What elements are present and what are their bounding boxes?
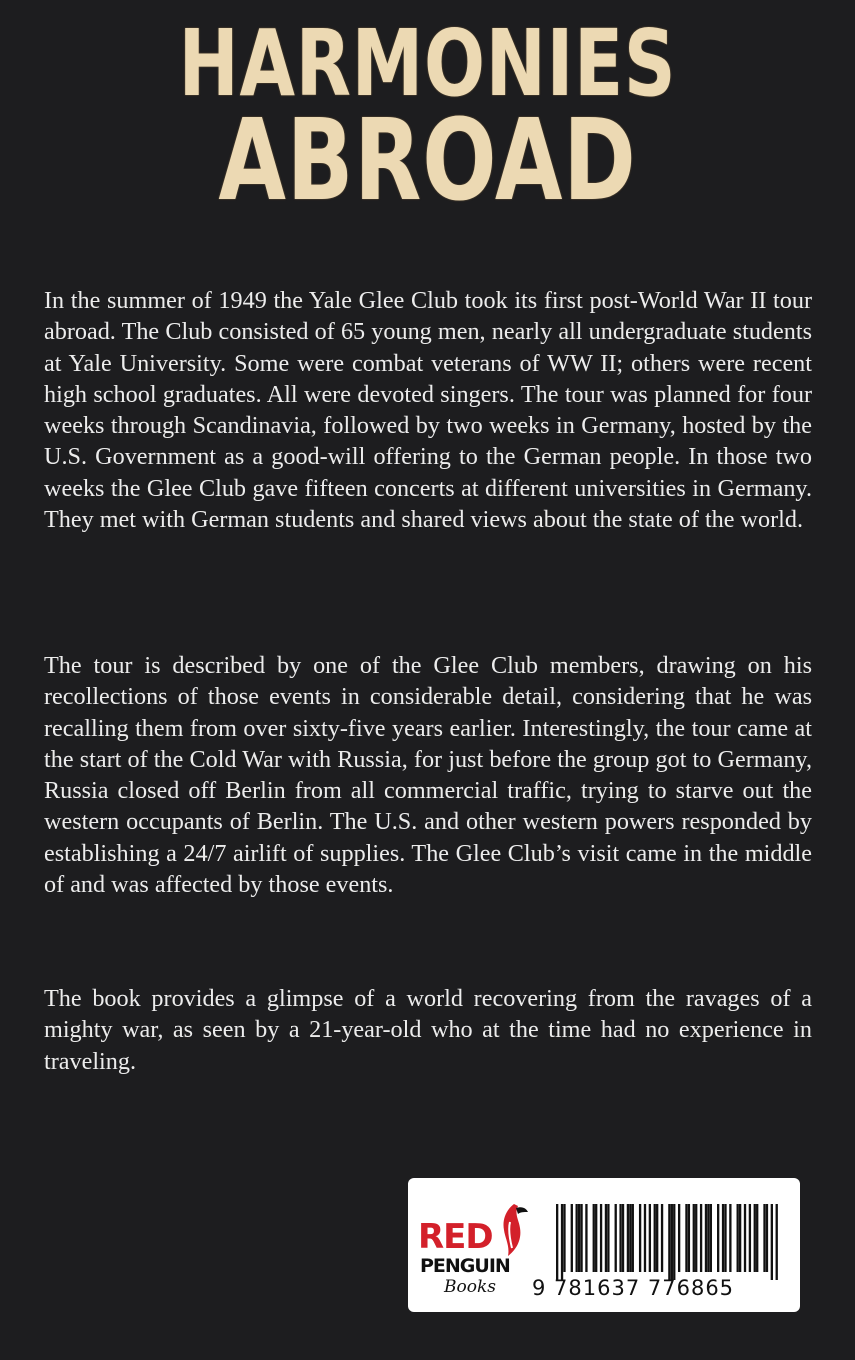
blurb-paragraph-1: In the summer of 1949 the Yale Glee Club took its first post-World War II tour abroad. The Club consisted of 65 young men, nearly all undergraduate students at Yale University. Some were combat veterans of WW II; others were recent high school graduates. All were devoted singers. The tour was planned for four weeks through Scandinavia, followed by two weeks in Germany, hosted by the U.S. Government as a good-will offering to the German people. In those two weeks the Glee Club gave fifteen concerts at different universities in Germany. They met with German students and shared views about the state of the world. bbox=[44, 287, 812, 534]
barcode-bar bbox=[576, 1204, 578, 1272]
barcode-bar bbox=[593, 1204, 595, 1272]
barcode-bar bbox=[749, 1204, 751, 1272]
barcode-bar bbox=[737, 1204, 739, 1272]
barcode-bar bbox=[600, 1204, 602, 1272]
barcode-bar bbox=[771, 1204, 773, 1280]
barcode-bar bbox=[705, 1204, 707, 1272]
barcode-bar bbox=[629, 1204, 631, 1272]
publisher-logo-red: RED bbox=[418, 1217, 493, 1257]
barcode-bar bbox=[688, 1204, 690, 1272]
barcode-bar bbox=[766, 1204, 768, 1272]
barcode-bar bbox=[695, 1204, 697, 1272]
barcode-bar bbox=[556, 1204, 558, 1280]
barcode-bar bbox=[656, 1204, 658, 1272]
barcode-bar bbox=[578, 1204, 580, 1272]
barcode-bar bbox=[644, 1204, 646, 1272]
publisher-logo bbox=[416, 1202, 546, 1302]
barcode-bar bbox=[754, 1204, 756, 1272]
barcode-bar bbox=[595, 1204, 597, 1272]
barcode-panel bbox=[408, 1178, 800, 1312]
isbn-number: 9 781637 776865 bbox=[532, 1276, 735, 1300]
barcode-bar bbox=[654, 1204, 656, 1272]
barcode-bar bbox=[722, 1204, 724, 1272]
book-title-line1: HARMONIES bbox=[178, 10, 677, 117]
barcode-bar bbox=[661, 1204, 663, 1272]
barcode-bar bbox=[739, 1204, 741, 1272]
barcode-bar bbox=[744, 1204, 746, 1272]
barcode-bar bbox=[717, 1204, 719, 1272]
barcode-bar bbox=[678, 1204, 680, 1272]
barcode-bar bbox=[763, 1204, 765, 1272]
penguin-icon bbox=[492, 1202, 532, 1258]
barcode-bar bbox=[561, 1204, 563, 1280]
book-title-line2: ABROAD bbox=[218, 96, 637, 226]
barcode-bar bbox=[649, 1204, 651, 1272]
blurb-paragraph-2: The tour is described by one of the Glee Club members, drawing on his recollections of those events in considerable detail, considering that he was recalling them from over sixty-five years earlier. Interestingly, the tour came at the start of the Cold War with Russia, for just before the group got to Germany, Russia closed off Berlin from all commercial traffic, trying to starve out the western occupants of Berlin. The U.S. and other western powers responded by establishing a 24/7 airlift of supplies. The Glee Club’s visit came in the middle of and was affected by those events. bbox=[44, 652, 812, 899]
barcode-bar bbox=[632, 1204, 634, 1272]
barcode-bar bbox=[627, 1204, 629, 1272]
barcode-bar bbox=[776, 1204, 778, 1280]
publisher-logo-books: Books bbox=[444, 1277, 496, 1297]
barcode-bar bbox=[724, 1204, 726, 1272]
barcode-bar bbox=[685, 1204, 687, 1272]
barcode-bar bbox=[580, 1204, 582, 1272]
barcode-bar bbox=[707, 1204, 709, 1272]
barcode-bar bbox=[605, 1204, 607, 1272]
isbn-barcode bbox=[556, 1204, 778, 1280]
barcode-bar bbox=[693, 1204, 695, 1272]
barcode-bar bbox=[671, 1204, 673, 1280]
barcode-bar bbox=[619, 1204, 621, 1272]
barcode-bar bbox=[622, 1204, 624, 1272]
barcode-bar bbox=[639, 1204, 641, 1272]
barcode-bar bbox=[756, 1204, 758, 1272]
barcode-bar bbox=[571, 1204, 573, 1272]
barcode-bar bbox=[668, 1204, 670, 1280]
barcode-bar bbox=[585, 1204, 587, 1272]
barcode-bar bbox=[700, 1204, 702, 1272]
blurb-paragraph-3: The book provides a glimpse of a world recovering from the ravages of a mighty war, as seen by a 21-year-old who at the time had no experience in traveling. bbox=[44, 985, 812, 1075]
barcode-bar bbox=[607, 1204, 609, 1272]
barcode-bar bbox=[563, 1204, 565, 1272]
barcode-bar bbox=[710, 1204, 712, 1272]
publisher-logo-penguin: PENGUIN bbox=[420, 1255, 510, 1277]
barcode-bar bbox=[673, 1204, 675, 1280]
barcode-bar bbox=[615, 1204, 617, 1272]
barcode-bar bbox=[729, 1204, 731, 1272]
